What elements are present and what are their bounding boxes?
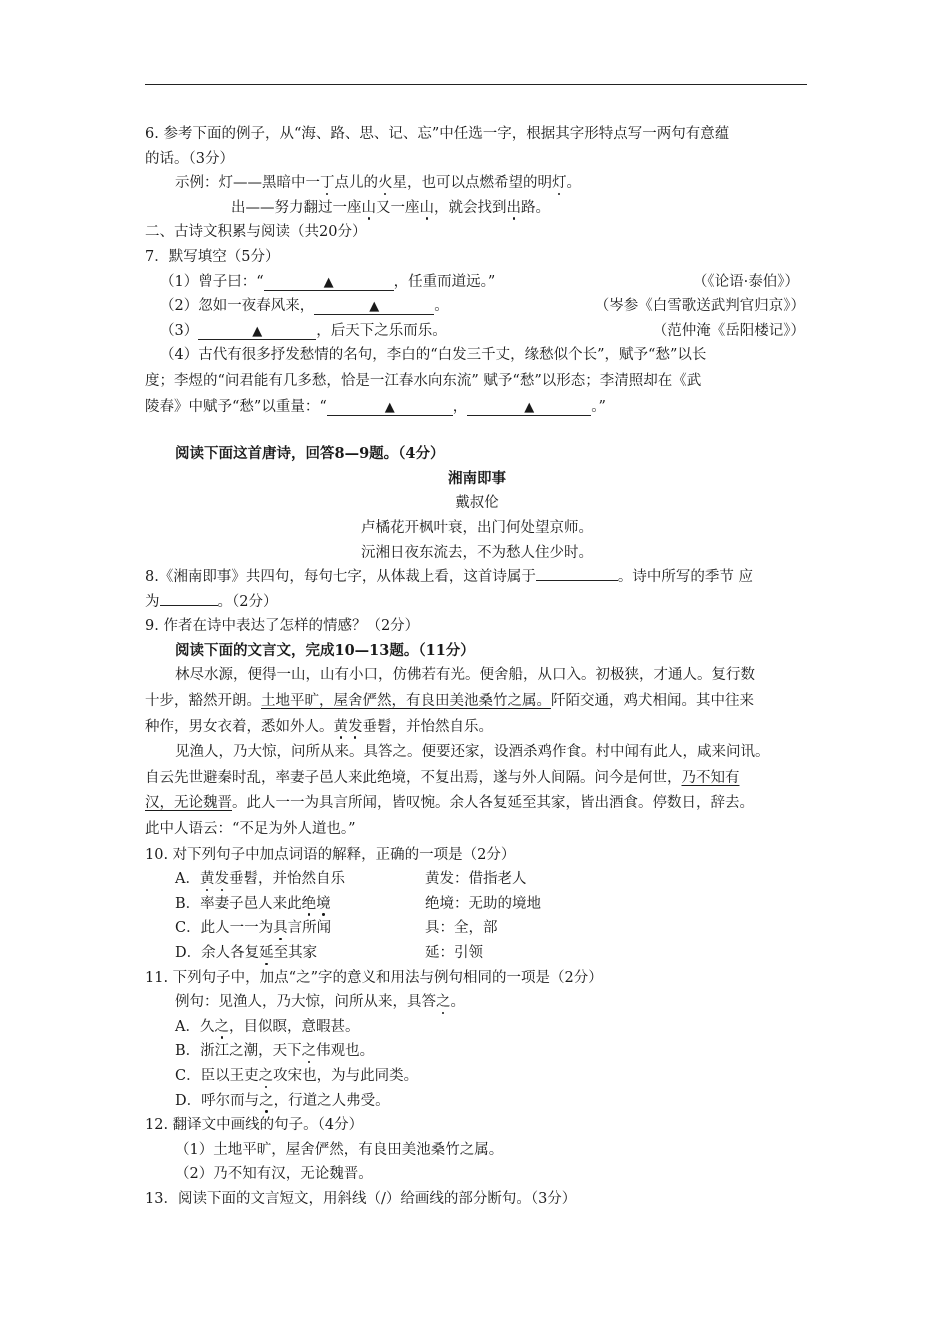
prose-p1-line3: 种作，男女衣着，悉如外人。黄发垂髫，并怡然自乐。 xyxy=(145,718,493,735)
q13-stem: 13．阅读下面的文言短文，用斜线（/）给画线的部分断句。（3分） xyxy=(145,1190,577,1207)
q6-stem-line1: 6. 参考下面的例子，从“海、路、思、记、忘”中任选一字，根据其字形特点写一两句有意蕴 xyxy=(145,126,730,142)
q10-option-c: C．此人一一为具言所闻 具：全，部 xyxy=(175,920,498,937)
q9-stem: 9. 作者在诗中表达了怎样的情感？（2分） xyxy=(145,618,420,635)
poem-author: 戴叔伦 xyxy=(455,495,499,512)
exam-page xyxy=(145,122,809,1212)
prose-p2-line4: 此中人语云：“不足为外人道也。” xyxy=(145,821,356,838)
q7-item-3: （3） ▲ ，后天下之乐而乐。 （范仲淹《岳阳楼记》） xyxy=(145,319,809,344)
answer-blank[interactable]: ▲ xyxy=(327,400,453,416)
q11-option-c: C．臣以王吏之攻宋也，为与此同类。 xyxy=(175,1067,419,1084)
header-rule xyxy=(145,84,807,85)
q7-item-4-line3: 陵春》中赋予“愁”以重量：“ ▲ ， ▲ 。” xyxy=(145,398,606,415)
q12-item-1: （1）土地平旷，屋舍俨然，有良田美池桑竹之属。 xyxy=(175,1141,504,1158)
section-2-title: 二、古诗文积累与阅读（共20分） xyxy=(145,224,367,241)
q12-stem: 12. 翻译文中画线的句子。（4分） xyxy=(145,1117,364,1134)
q7-item-4-line2: 度；李煜的“问君能有几多愁，恰是一江春水向东流” 赋予“愁”以形态；李清照却在《武 xyxy=(145,372,702,389)
prose-p1-line2: 十步，豁然开朗。土地平旷，屋舍俨然，有良田美池桑竹之属。阡陌交通，鸡犬相闻。其中往来 xyxy=(145,693,754,710)
prose-p2-line2: 自云先世避秦时乱，率妻子邑人来此绝境，不复出焉，遂与外人间隔。问今是何世，乃不知有 xyxy=(145,769,740,786)
q8-line2: 为 。（2分） xyxy=(145,590,809,615)
answer-blank[interactable]: ▲ xyxy=(467,400,591,416)
q12-item-2: （2）乃不知有汉，无论魏晋。 xyxy=(175,1166,373,1183)
poem-line-1: 卢橘花开枫叶衰，出门何处望京师。 xyxy=(361,519,593,536)
underlined-sentence: 汉，无论魏晋 xyxy=(145,795,232,812)
q7-title: 7．默写填空（5分） xyxy=(145,248,280,265)
underlined-sentence: 土地平旷，屋舍俨然，有良田美池桑竹之属。 xyxy=(261,693,551,710)
poem-intro: 阅读下面这首唐诗，回答8—9题。（4分） xyxy=(175,445,445,463)
prose-p1-line1: 林尽水源，便得一山，山有小口，仿佛若有光。便舍船，从口入。初极狭，才通人。复行数 xyxy=(175,667,755,684)
q10-option-a: A．黄发垂髫，并怡然自乐 黄发：借指老人 xyxy=(175,871,527,888)
q7-item-1-source: （《论语·泰伯》） xyxy=(692,273,799,290)
underlined-sentence: 乃不知有 xyxy=(681,769,740,786)
q10-option-b: B．率妻子邑人来此绝境 绝境：无助的境地 xyxy=(175,895,541,912)
answer-blank[interactable]: ▲ xyxy=(314,299,434,315)
q7-item-2-source: （岑参《白雪歌送武判官归京》） xyxy=(594,298,805,315)
q7-item-3-source: （范仲淹《岳阳楼记》） xyxy=(652,322,805,339)
q11-option-b: B．浙江之潮，天下之伟观也。 xyxy=(175,1043,375,1060)
q11-option-d: D．呼尔而与之，行道之人弗受。 xyxy=(175,1092,390,1109)
q6-stem-line2: 的话。（3分） xyxy=(145,150,234,167)
q6-example-1: 示例：灯——黑暗中一丁点儿的火星，也可以点燃希望的明灯。 xyxy=(175,175,581,192)
prose-p2-line3: 汉，无论魏晋。此人一一为具言所闻，皆叹惋。余人各复延至其家，皆出酒食。停数日，辞去。 xyxy=(145,795,754,812)
q10-stem: 10. 对下列句子中加点词语的解释，正确的一项是（2分） xyxy=(145,846,516,863)
q11-example: 例句：见渔人，乃大惊，问所从来，具答之。 xyxy=(175,994,465,1011)
q11-option-a: A．久之，目似瞑，意暇甚。 xyxy=(175,1018,360,1035)
q8-line1: 8.《湘南即事》共四句，每句七字，从体裁上看，这首诗属于 。诗中所写的季节 应 xyxy=(145,565,809,590)
answer-blank[interactable] xyxy=(160,590,218,606)
q10-option-d: D．余人各复延至其家 延：引领 xyxy=(175,945,483,961)
prose-intro: 阅读下面的文言文，完成10—13题。（11分） xyxy=(175,641,475,659)
q7-item-4-line1: （4）古代有很多抒发愁情的名句，李白的“白发三千丈，缘愁似个长”，赋予“愁”以长 xyxy=(160,347,707,364)
q7-item-2: （2）忽如一夜春风来， ▲ 。 （岑参《白雪歌送武判官归京》） xyxy=(145,294,809,319)
q11-stem: 11. 下列句子中，加点“之”字的意义和用法与例句相同的一项是（2分） xyxy=(145,969,603,986)
answer-blank[interactable]: ▲ xyxy=(264,275,394,291)
prose-p2-line1: 见渔人，乃大惊，问所从来。具答之。便要还家，设酒杀鸡作食。村中闻有此人，咸来问讯。 xyxy=(175,744,770,761)
answer-blank[interactable]: ▲ xyxy=(198,324,316,340)
q6-example-2: 出——努力翻过一座山又一座山，就会找到出路。 xyxy=(231,199,550,216)
answer-blank[interactable] xyxy=(536,565,618,581)
poem-line-2: 沅湘日夜东流去，不为愁人住少时。 xyxy=(361,544,593,561)
q7-item-1: （1）曾子曰：“ ▲ ，任重而道远。” （《论语·泰伯》） xyxy=(145,270,809,295)
poem-title: 湘南即事 xyxy=(448,469,506,487)
